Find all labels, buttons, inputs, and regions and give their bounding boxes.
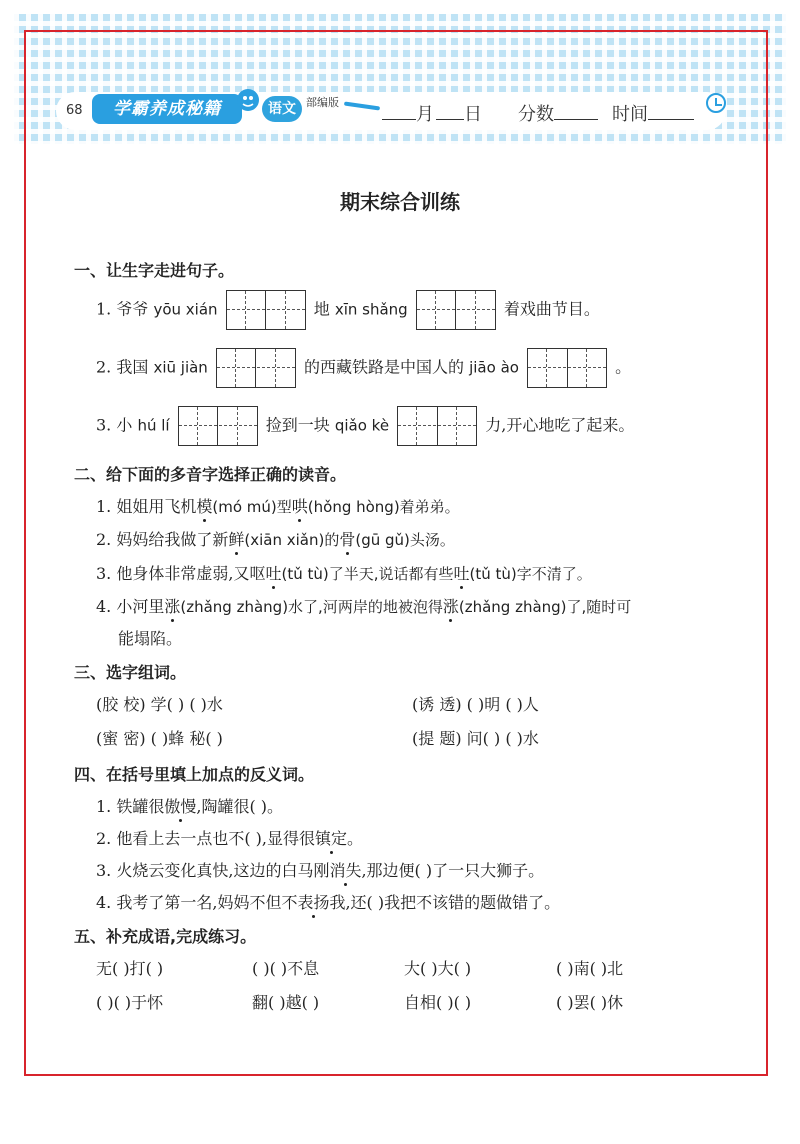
s2-question-4: 4. 小河里涨(zhǎng zhàng)水了,河两岸的地被泡得涨(zhǎng zhàng)了,随时可 [96,597,632,616]
section-3-heading: 三、选字组词。 [74,663,187,682]
s4-question-1: 1. 铁罐很傲慢,陶罐很( )。 [96,797,284,816]
s3-row-1b: (诱 透) ( )明 ( )人 [412,695,539,714]
s2-question-1: 1. 姐姐用飞机模(mó mú)型哄(hǒng hòng)着弟弟。 [96,497,460,516]
score-field: 分数 [518,100,598,126]
s4-question-2: 2. 他看上去一点也不( ),显得很镇定。 [96,829,364,848]
writing-box[interactable] [178,406,258,446]
section-2-heading: 二、给下面的多音字选择正确的读音。 [74,465,347,484]
s5-idiom: ( )南( )北 [556,959,624,978]
s5-idiom: 翻( )越( ) [252,993,320,1012]
s5-idiom: ( )( )不息 [252,959,320,978]
brand-logo: 学霸养成秘籍 [92,94,242,124]
s5-idiom: 自相( )( ) [404,993,472,1012]
date-day: 日 [436,100,482,126]
section-5-heading: 五、补充成语,完成练习。 [74,927,257,946]
page-title: 期末综合训练 [340,190,460,214]
s2-question-4-cont: 能塌陷。 [118,629,183,648]
section-1-heading: 一、让生字走进句子。 [74,261,235,280]
edition-label: 部编版 [306,96,339,109]
s2-question-3: 3. 他身体非常虚弱,又呕吐(tǔ tù)了半天,说话都有些吐(tǔ tù)字不清了。 [96,564,592,583]
s1-question-1: 1. 爷爷 yōu xián 地 xīn shǎng 着戏曲节目。 [96,290,600,330]
s5-idiom: ( )( )于怀 [96,993,164,1012]
section-4-heading: 四、在括号里填上加点的反义词。 [74,765,315,784]
date-month: 月 [382,100,434,126]
s2-question-2: 2. 妈妈给我做了新鲜(xiān xiǎn)的骨(gū gǔ)头汤。 [96,530,455,549]
s3-row-2b: (提 题) 问( ) ( )水 [412,729,539,748]
s1-question-3: 3. 小 hú lí 捡到一块 qiǎo kè 力,开心地吃了起来。 [96,406,634,446]
writing-box[interactable] [527,348,607,388]
writing-box[interactable] [216,348,296,388]
s5-idiom: ( )罢( )休 [556,993,624,1012]
s5-idiom: 大( )大( ) [404,959,472,978]
writing-box[interactable] [397,406,477,446]
s3-row-1a: (胶 校) 学( ) ( )水 [96,695,223,714]
s3-row-2a: (蜜 密) ( )蜂 秘( ) [96,729,223,748]
s4-question-3: 3. 火烧云变化真快,这边的白马刚消失,那边便( )了一只大狮子。 [96,861,545,880]
s5-idiom: 无( )打( ) [96,959,164,978]
time-field: 时间 [612,100,694,126]
s4-question-4: 4. 我考了第一名,妈妈不但不表扬我,还( )我把不该错的题做错了。 [96,893,561,912]
subject-badge: 语文 [262,96,302,122]
page-number: 68 [66,103,83,118]
writing-box[interactable] [416,290,496,330]
writing-box[interactable] [226,290,306,330]
s1-question-2: 2. 我国 xiū jiàn 的西藏铁路是中国人的 jiāo ào 。 [96,348,631,388]
